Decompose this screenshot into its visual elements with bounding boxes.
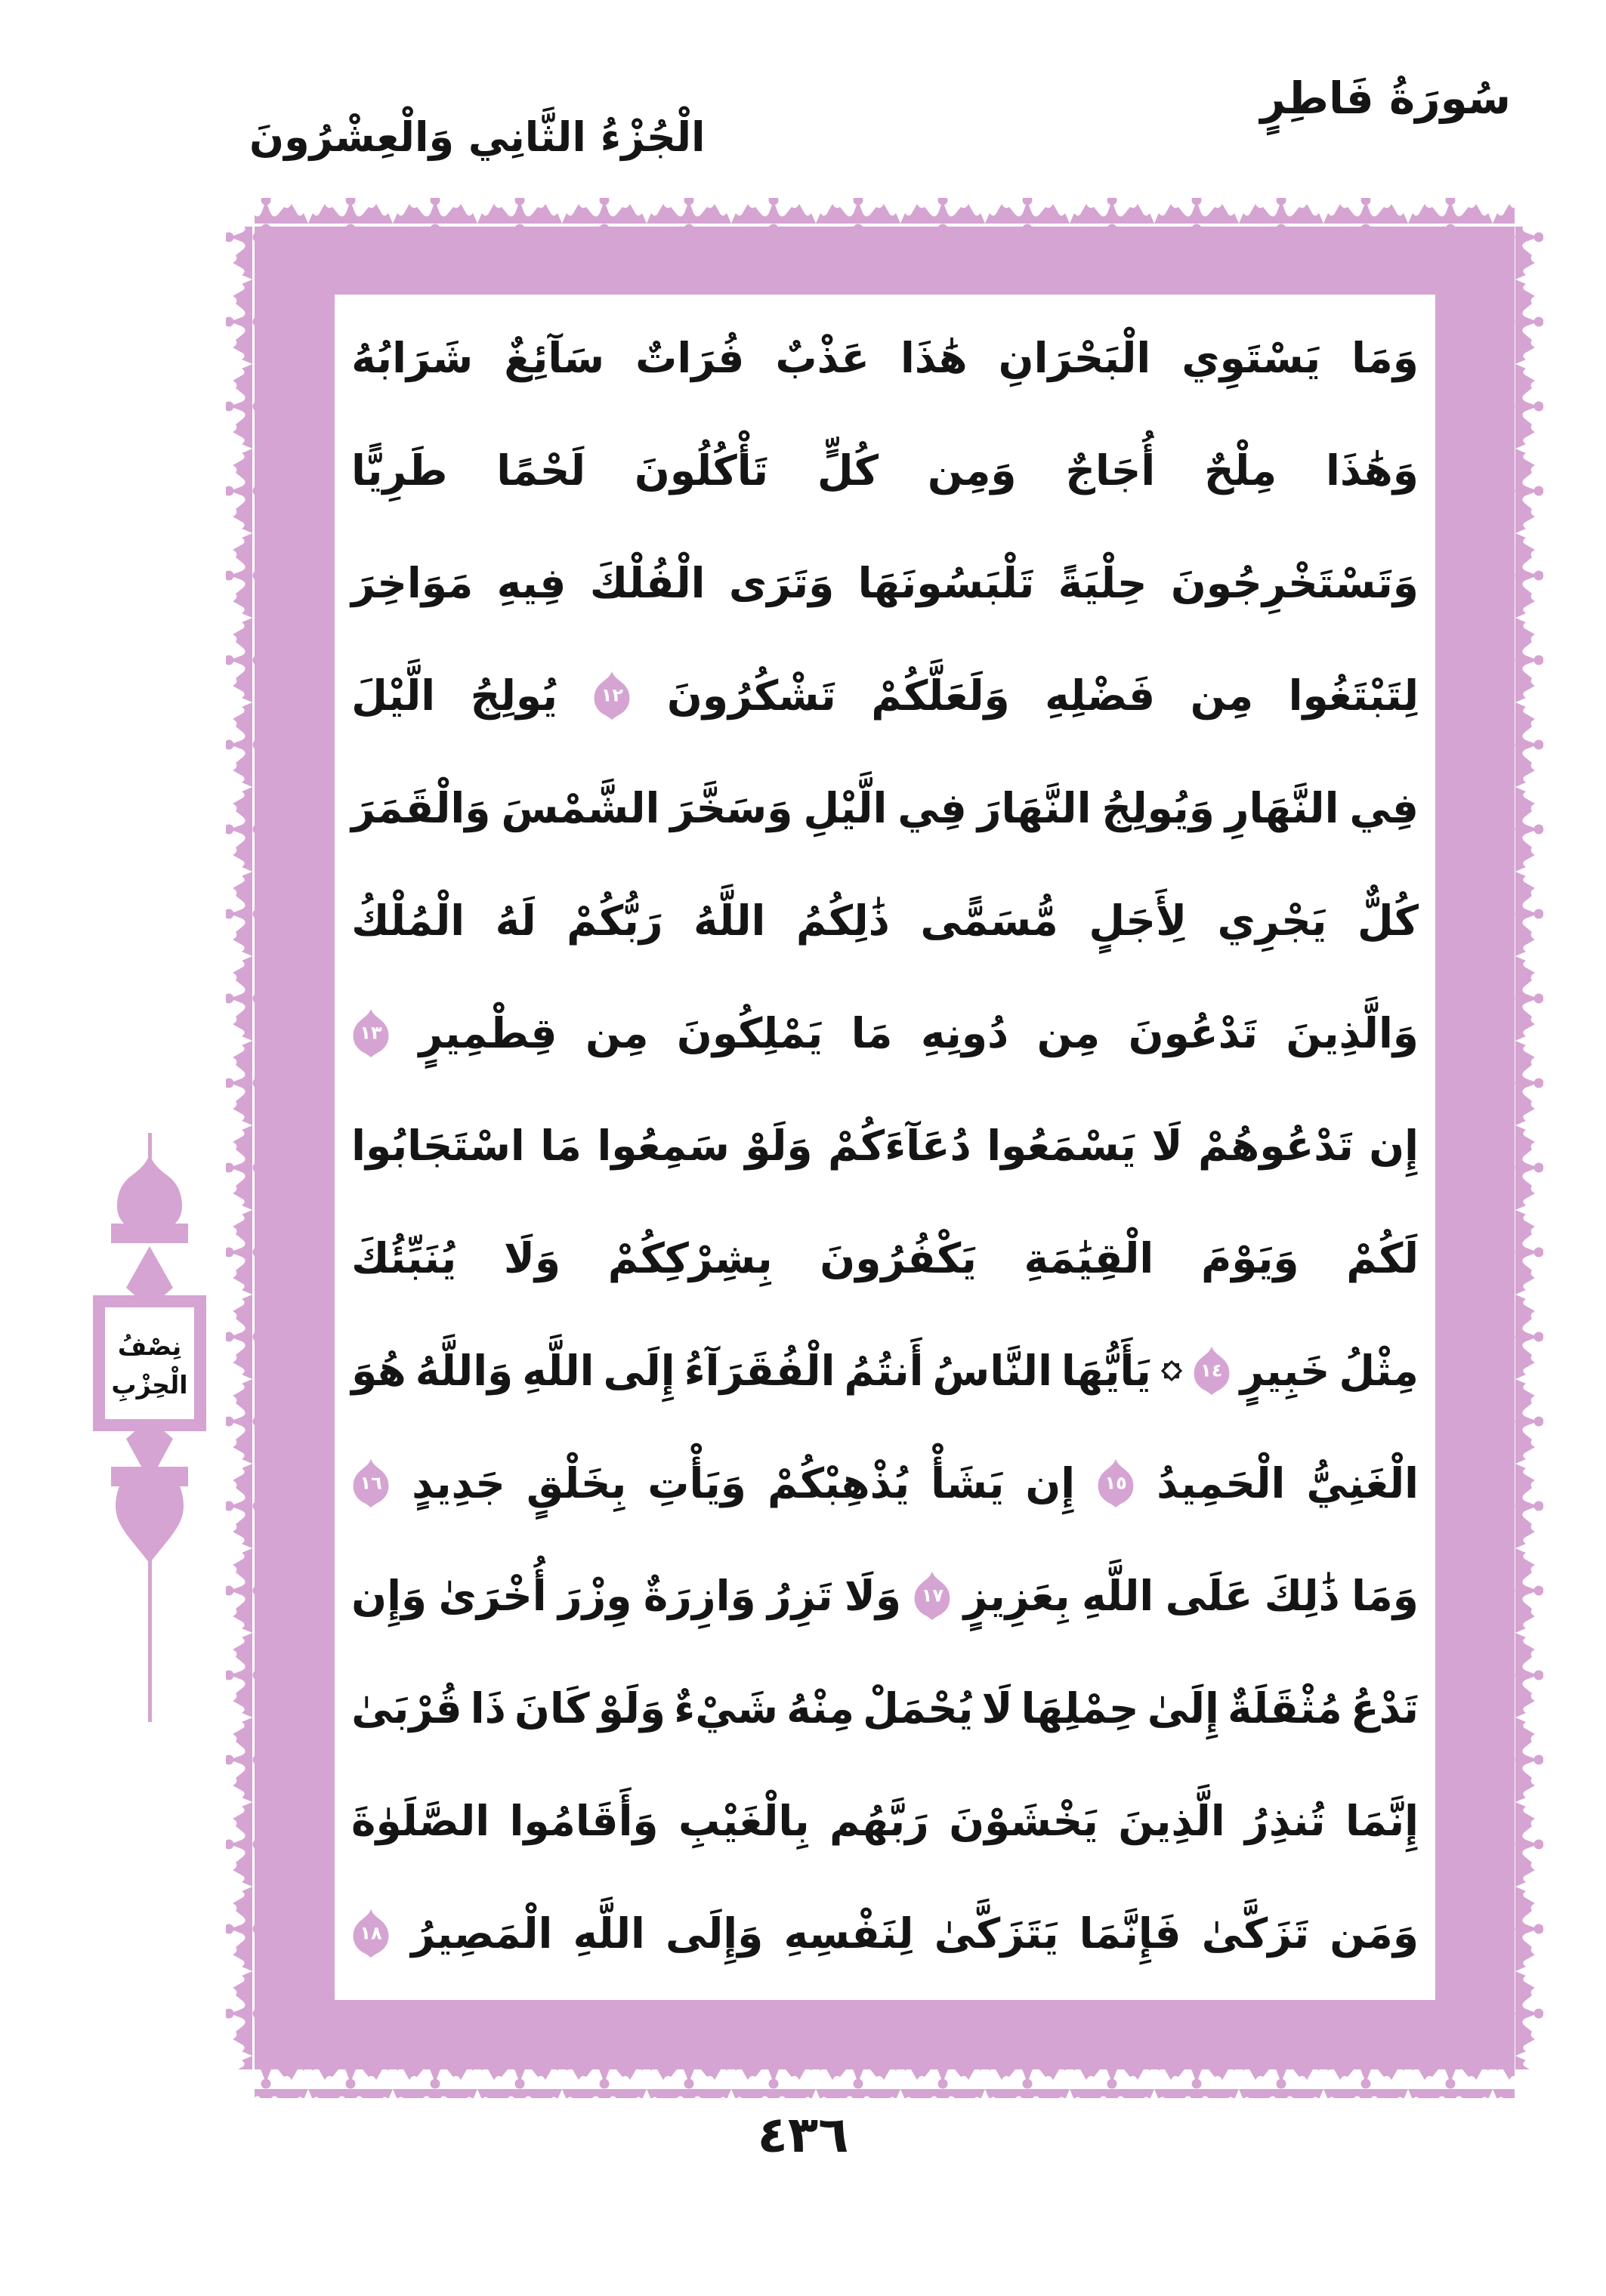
ayah-word: سَمِعُوا	[597, 1122, 730, 1171]
frame-fringe-top	[255, 198, 1515, 227]
ayah-word: يَسْتَوِي	[1181, 334, 1321, 383]
mushaf-line	[351, 302, 1419, 415]
ayah-word: تَشْكُرُونَ	[666, 671, 836, 721]
ayah-word: الْفُقَرَآءُ	[684, 1346, 835, 1395]
hizb-marker-label	[105, 1313, 194, 1418]
ornament-dome	[117, 1154, 182, 1232]
ayah-word: مِلْحٌ	[1204, 446, 1277, 495]
ayah-word: يُنَبِّئُكَ	[351, 1233, 457, 1282]
ayah-word: مِنْهُ	[786, 1683, 855, 1733]
verse-number-medallion	[351, 1008, 391, 1058]
ayah-word: ذَٰلِكَ	[1264, 1571, 1340, 1620]
ayah-word: الشَّمْسَ	[501, 784, 660, 833]
ayah-word: لَا	[1151, 1122, 1183, 1171]
ayah-word: قِطْمِيرٍ	[418, 1009, 557, 1058]
verse-number-medallion	[351, 1909, 391, 1958]
ayah-word: قُرْبَىٰ	[351, 1683, 462, 1733]
ayah-word: فُرَاتٌ	[635, 334, 745, 383]
ayah-word: لِأَجَلٍ	[1089, 896, 1188, 946]
ayah-word: الْمُلْكُ	[351, 896, 465, 946]
ayah-word: فَضْلِهِ	[1045, 671, 1156, 721]
mushaf-line	[351, 865, 1419, 977]
ayah-word: تَدْعُونَ	[1128, 1009, 1258, 1058]
hizb-marker-line2: الْحِزْبِ	[111, 1370, 188, 1400]
ayah-word: الْغَنِيُّ	[1306, 1458, 1419, 1508]
ayah-word: مِن	[585, 1009, 649, 1058]
ayah-word: حِلْيَةً	[1058, 559, 1147, 608]
verse-number: ١٨	[360, 1922, 382, 1944]
ayah-word: حِمْلِهَا	[1021, 1683, 1139, 1733]
ayah-word: وَلَوْ	[598, 1683, 666, 1733]
ayah-word: سَآئِغٌ	[504, 334, 605, 383]
ayah-word: وِزْرَ	[557, 1571, 632, 1620]
ayah-word: النَّهَارِ	[1225, 784, 1339, 833]
ayah-word: وَمَن	[1330, 1909, 1419, 1958]
ayah-word: هَٰذَا	[900, 334, 968, 383]
verse-number-medallion	[1192, 1346, 1231, 1396]
hizb-ornament	[78, 1133, 221, 1730]
mushaf-line	[351, 415, 1419, 527]
ayah-word: يَمْلِكُونَ	[676, 1009, 823, 1058]
ayah-word: إِن	[1025, 1458, 1076, 1508]
ayah-word: إِنَّمَا	[1345, 1796, 1419, 1845]
ayah-word: يَجْرِي	[1217, 896, 1327, 946]
ayah-word: إِلَى	[603, 1346, 675, 1395]
ayah-word: تَدْعُ	[1351, 1683, 1419, 1733]
ayah-word: مَا	[851, 1009, 893, 1058]
ayah-word: كُلٍّ	[817, 446, 879, 495]
ayah-word: اللَّهِ	[573, 1909, 645, 1958]
ayah-word: فِي	[1349, 784, 1419, 833]
ayah-word: الْفُلْكَ	[589, 559, 706, 608]
ayah-word: الصَّلَوٰةَ	[351, 1796, 490, 1845]
mushaf-line	[351, 752, 1419, 865]
ayah-word: اللَّهُ	[693, 896, 766, 946]
frame-fringe-right	[1515, 227, 1543, 2069]
ayah-word: وَلَعَلَّكُمْ	[871, 671, 1010, 721]
mushaf-line	[351, 1427, 1419, 1539]
ayah-word: النَّهَارَ	[977, 784, 1092, 833]
ornament-bud	[116, 1474, 184, 1563]
ayah-word: شَرَابُهُ	[351, 334, 474, 383]
ayah-word: وَلَوْ	[745, 1122, 813, 1171]
ayah-word: تَلْبَسُونَهَا	[857, 559, 1035, 608]
ayah-word: يَتَزَكَّىٰ	[934, 1909, 1059, 1958]
ayah-word: وَلَا	[844, 1571, 902, 1620]
ayah-word: وَتَسْتَخْرِجُونَ	[1170, 559, 1419, 608]
ayah-word: وَتَرَى	[728, 559, 835, 608]
ayah-word: أُخْرَىٰ	[438, 1571, 547, 1620]
ayah-word: فِيهِ	[496, 559, 567, 608]
ayah-word: لَحْمًا	[496, 446, 586, 495]
ayah-word: وَإِن	[351, 1571, 428, 1620]
ayah-word: فَإِنَّمَا	[1079, 1909, 1181, 1958]
verse-number-medallion	[592, 671, 632, 721]
ayah-word: خَبِيرٍ	[1240, 1346, 1330, 1395]
mushaf-line	[351, 1539, 1419, 1652]
ayah-word: لَكُمْ	[1346, 1233, 1419, 1282]
ayah-word: مِن	[1036, 1009, 1101, 1058]
ayah-word: كَانَ	[514, 1683, 590, 1733]
ayah-word: يَكْفُرُونَ	[820, 1233, 977, 1282]
verse-number-medallion	[1096, 1458, 1135, 1508]
ayah-word: عَلَى	[1165, 1571, 1253, 1620]
ayah-word: وَازِرَةٌ	[643, 1571, 756, 1620]
frame-fringe-left	[226, 227, 255, 2069]
ayah-word: عَذْبٌ	[775, 334, 869, 383]
mushaf-line	[351, 1090, 1419, 1202]
ayah-word: الْقِيَٰمَةِ	[1024, 1233, 1154, 1282]
mushaf-line	[351, 527, 1419, 640]
ayah-word: تَدْعُوهُمْ	[1197, 1122, 1354, 1171]
mushaf-line	[351, 640, 1419, 752]
ayah-word: يَأَيُّهَا	[1061, 1346, 1151, 1395]
ayah-word: دُعَآءَكُمْ	[828, 1122, 971, 1171]
surah-title: سُورَةُ فَاطِرٍ	[1260, 73, 1511, 124]
ayah-word: الَّذِينَ	[1118, 1796, 1225, 1845]
ayah-word: وَأَقَامُوا	[509, 1796, 659, 1845]
mushaf-line	[351, 1764, 1419, 1877]
ayah-word: يَسْمَعُوا	[987, 1122, 1137, 1171]
ayah-word: تَزَكَّىٰ	[1201, 1909, 1310, 1958]
ayah-word: تُنذِرُ	[1245, 1796, 1326, 1845]
verse-number-medallion	[351, 1458, 391, 1508]
ayah-word: وَالْقَمَرَ	[351, 784, 491, 833]
mushaf-line	[351, 1877, 1419, 1989]
ayah-word: وَمِن	[927, 446, 1017, 495]
ayah-word: مَوَاخِرَ	[351, 559, 474, 608]
page-number: ٤٣٦	[757, 2106, 849, 2164]
ayah-word: لِنَفْسِهِ	[783, 1909, 914, 1958]
verse-number: ١٥	[1104, 1472, 1127, 1494]
ayah-word: الْمَصِيرُ	[411, 1909, 553, 1958]
ayah-word: وَاللَّهُ	[415, 1346, 514, 1395]
ayah-word: مُثْقَلَةٌ	[1227, 1683, 1342, 1733]
ayah-word: اللَّهِ	[1081, 1571, 1154, 1620]
verse-number: ١٧	[921, 1585, 944, 1606]
rub-el-hizb-icon	[1160, 1359, 1183, 1382]
ayah-word: أُجَاجٌ	[1065, 446, 1156, 495]
ayah-word: بِشِرْكِكُمْ	[607, 1233, 773, 1282]
ayah-word: إِن	[1369, 1122, 1419, 1171]
ayah-word: جَدِيدٍ	[412, 1458, 505, 1508]
ayah-word: بِعَزِيزٍ	[963, 1571, 1070, 1620]
ayah-word: يُذْهِبْكُمْ	[767, 1458, 910, 1508]
ayah-word: لَا	[981, 1683, 1013, 1733]
ayah-word: يُحْمَلْ	[863, 1683, 974, 1733]
ayah-word: لَهُ	[495, 896, 536, 946]
ayah-word: اسْتَجَابُوا	[351, 1122, 525, 1171]
ayah-word: وَهَٰذَا	[1326, 446, 1419, 495]
ayah-word: يُولِجُ	[470, 671, 557, 721]
ayah-word: الْحَمِيدُ	[1157, 1458, 1286, 1508]
ayah-word: مَا	[540, 1122, 582, 1171]
ayah-word: وَيَأْتِ	[647, 1458, 746, 1508]
verse-number: ١٦	[360, 1472, 382, 1494]
ayah-word: ذَا	[470, 1683, 506, 1733]
mushaf-line	[351, 1314, 1419, 1427]
ornament-stem-bottom	[148, 1560, 152, 1722]
ayah-word: لِتَبْتَغُوا	[1288, 671, 1419, 721]
ayah-word: مُّسَمًّى	[920, 896, 1058, 946]
verse-number-medallion	[913, 1571, 952, 1621]
ayah-word: وَمَا	[1351, 334, 1419, 383]
ayah-word: كُلٌّ	[1357, 896, 1419, 946]
verse-number: ١٤	[1200, 1359, 1223, 1381]
ayah-word: النَّاسُ	[932, 1346, 1052, 1395]
ayah-word: دُونِهِ	[920, 1009, 1009, 1058]
ayah-word: الْبَحْرَانِ	[998, 334, 1151, 383]
ayah-word: وَسَخَّرَ	[670, 784, 793, 833]
ayah-word: فِي	[897, 784, 967, 833]
ayah-word: بِالْغَيْبِ	[678, 1796, 810, 1845]
mushaf-line	[351, 1652, 1419, 1764]
ayah-word: وَلَا	[503, 1233, 561, 1282]
ayah-word: تَزِرُ	[767, 1571, 833, 1620]
ayah-word: ذَٰلِكُمُ	[795, 896, 890, 946]
ayah-word: يَخْشَوْنَ	[949, 1796, 1098, 1845]
mushaf-line	[351, 1202, 1419, 1315]
ayah-word: أَنتُمُ	[844, 1346, 924, 1395]
mushaf-lines	[335, 295, 1435, 2000]
ayah-word: الَّيْلَ	[351, 671, 436, 721]
ayah-word: تَأْكُلُونَ	[634, 446, 769, 495]
ayah-word: وَيُولِجُ	[1101, 784, 1215, 833]
verse-number: ١٢	[601, 684, 624, 706]
ayah-word: بِخَلْقٍ	[526, 1458, 627, 1508]
ayah-word: وَإِلَى	[665, 1909, 764, 1958]
frame-fringe-bottom	[255, 2069, 1515, 2098]
ayah-word: رَبَّهُم	[829, 1796, 929, 1845]
ayah-word: رَبُّكُمْ	[567, 896, 663, 946]
mushaf-line	[351, 977, 1419, 1090]
ayah-word: شَيْءٌ	[674, 1683, 779, 1733]
ayah-word: اللَّهِ	[522, 1346, 595, 1395]
ayah-word: هُوَ	[351, 1346, 406, 1395]
juz-title: الْجُزْءُ الثَّانِي وَالْعِشْرُونَ	[249, 113, 706, 161]
ayah-word: وَالَّذِينَ	[1286, 1009, 1419, 1058]
ayah-word: طَرِيًّا	[351, 446, 448, 495]
verse-number: ١٣	[360, 1022, 382, 1044]
ayah-word: الَّيْلِ	[803, 784, 888, 833]
ayah-word: وَمَا	[1351, 1571, 1419, 1620]
ayah-word: وَيَوْمَ	[1200, 1233, 1299, 1282]
ayah-word: يَشَأْ	[931, 1458, 1005, 1508]
ayah-word: مِثْلُ	[1339, 1346, 1419, 1395]
ayah-word: مِن	[1190, 671, 1254, 721]
ayah-word: إِلَىٰ	[1147, 1683, 1219, 1733]
hizb-marker-line1: نِصْفُ	[117, 1331, 182, 1361]
